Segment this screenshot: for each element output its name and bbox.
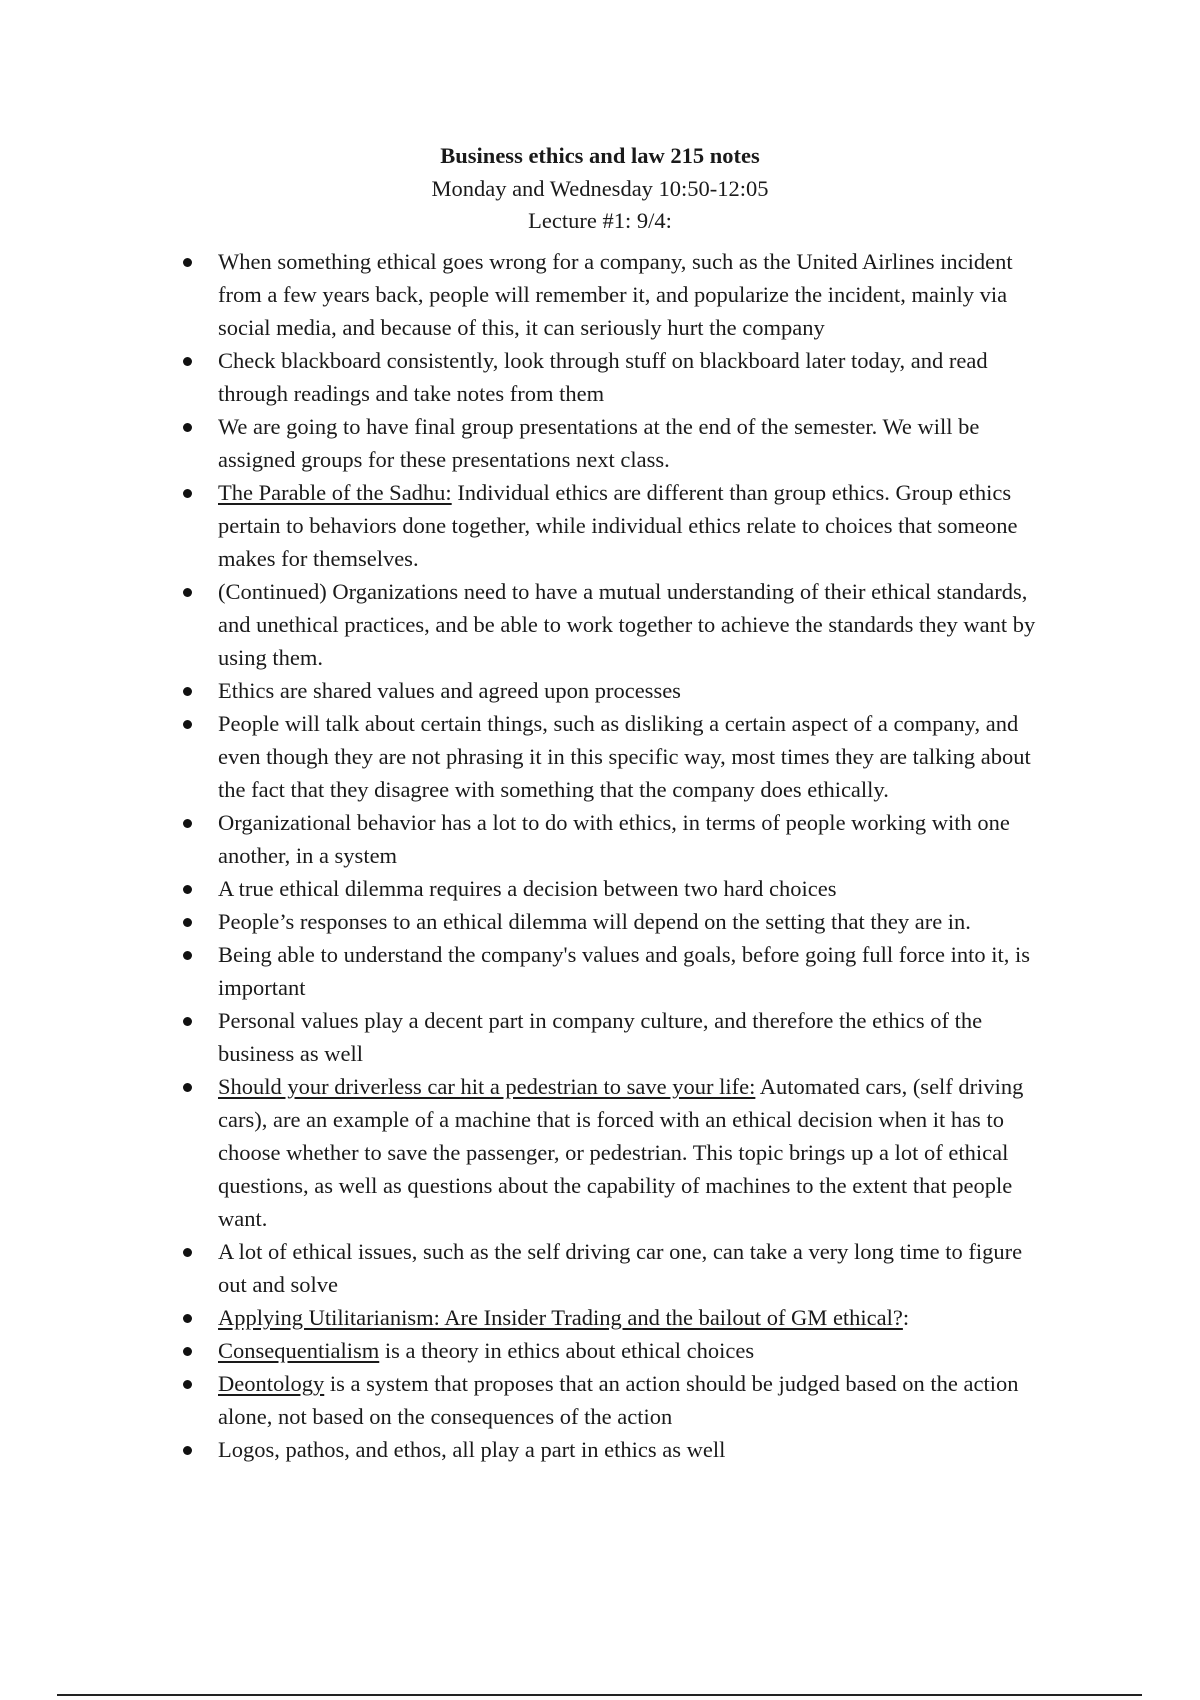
note-item	[0, 674, 1050, 707]
note-item	[0, 1433, 1050, 1466]
footer-rule	[57, 1694, 1142, 1696]
bullet-icon	[183, 1446, 192, 1455]
bullet-icon	[183, 687, 192, 696]
lecture-heading: Lecture #1: 9/4:	[528, 208, 672, 233]
note-item	[0, 1004, 1050, 1070]
bullet-icon	[183, 1083, 192, 1092]
note-text: Ethics are shared values and agreed upon processes	[218, 678, 681, 703]
bullet-icon	[183, 423, 192, 432]
note-item	[0, 905, 1050, 938]
note-topic: Applying Utilitarianism: Are Insider Trading and the bailout of GM ethical?	[218, 1305, 903, 1330]
bullet-icon	[183, 1314, 192, 1323]
note-topic: Consequentialism	[218, 1338, 380, 1363]
note-item	[0, 938, 1050, 1004]
note-topic: Should your driverless car hit a pedestrian to save your life:	[218, 1074, 756, 1099]
note-topic: Deontology	[218, 1371, 325, 1396]
note-topic: The Parable of the Sadhu:	[218, 480, 452, 505]
note-text: Personal values play a decent part in company culture, and therefore the ethics of the business as well	[218, 1008, 983, 1066]
document-title: Business ethics and law 215 notes	[440, 143, 760, 168]
note-item	[0, 872, 1050, 905]
note-item	[0, 1235, 1050, 1301]
bullet-icon	[183, 1347, 192, 1356]
bullet-icon	[183, 885, 192, 894]
bullet-icon	[183, 720, 192, 729]
note-text: is a theory in ethics about ethical choices	[379, 1338, 755, 1363]
note-text: We are going to have final group presentations at the end of the semester. We will be assigned groups for these presentations next class.	[218, 414, 980, 472]
bullet-icon	[183, 918, 192, 927]
class-schedule: Monday and Wednesday 10:50-12:05	[431, 175, 769, 201]
note-text: Individual ethics are different than group ethics. Group ethics pertain to behaviors done together, while individual ethics relate to choices that someone makes for themselves.	[218, 480, 1018, 571]
note-text: Check blackboard consistently, look through stuff on blackboard later today, and read through readings and take notes from them	[218, 348, 988, 406]
note-text: Being able to understand the company's values and goals, before going full force into it, is important	[218, 942, 1030, 1000]
bullet-icon	[183, 258, 192, 267]
note-text: A true ethical dilemma requires a decision between two hard choices	[218, 876, 837, 901]
bullet-icon	[183, 1248, 192, 1257]
note-item	[0, 344, 1050, 410]
bullet-icon	[183, 1380, 192, 1389]
note-text: (Continued) Organizations need to have a mutual understanding of their ethical standards, and unethical practices, and be able to work together to achieve the standards they want by using them.	[218, 579, 1036, 670]
note-text: Automated cars, (self driving cars), are an example of a machine that is forced with an ethical decision when it has to choose whether to save the passenger, or pedestrian. This topic brings up a lot of ethical questions, as well as questions about the capability of machines to the extent that people want.	[218, 1074, 1024, 1231]
note-item	[0, 1301, 1050, 1334]
note-text: Logos, pathos, and ethos, all play a part in ethics as well	[218, 1437, 726, 1462]
note-text: :	[902, 1305, 910, 1330]
bullet-icon	[183, 951, 192, 960]
note-text: People’s responses to an ethical dilemma will depend on the setting that they are in.	[218, 909, 971, 934]
note-item	[0, 707, 1050, 806]
note-item	[0, 476, 1050, 575]
note-item	[0, 575, 1050, 674]
bullet-icon	[183, 819, 192, 828]
note-text: A lot of ethical issues, such as the self driving car one, can take a very long time to figure out and solve	[218, 1239, 1023, 1297]
note-item	[0, 1367, 1050, 1433]
bullet-icon	[183, 588, 192, 597]
note-text: Organizational behavior has a lot to do with ethics, in terms of people working with one another, in a system	[218, 810, 1010, 868]
note-item	[0, 806, 1050, 872]
note-item	[0, 1070, 1050, 1235]
note-item	[0, 245, 1050, 344]
bullet-icon	[183, 357, 192, 366]
note-text: When something ethical goes wrong for a company, such as the United Airlines incident from a few years back, people will remember it, and popularize the incident, mainly via social media, and because of this, it can seriously hurt the company	[218, 249, 1013, 340]
bullet-icon	[183, 1017, 192, 1026]
document-header	[0, 140, 1200, 238]
note-text: is a system that proposes that an action should be judged based on the action alone, not based on the consequences of the action	[218, 1371, 1019, 1429]
note-item	[0, 410, 1050, 476]
bullet-icon	[183, 489, 192, 498]
note-item	[0, 1334, 1050, 1367]
notes-list	[0, 245, 1200, 1466]
note-text: People will talk about certain things, such as disliking a certain aspect of a company, and even though they are not phrasing it in this specific way, most times they are talking about the fact that they disagree with something that the company does ethically.	[218, 711, 1031, 802]
